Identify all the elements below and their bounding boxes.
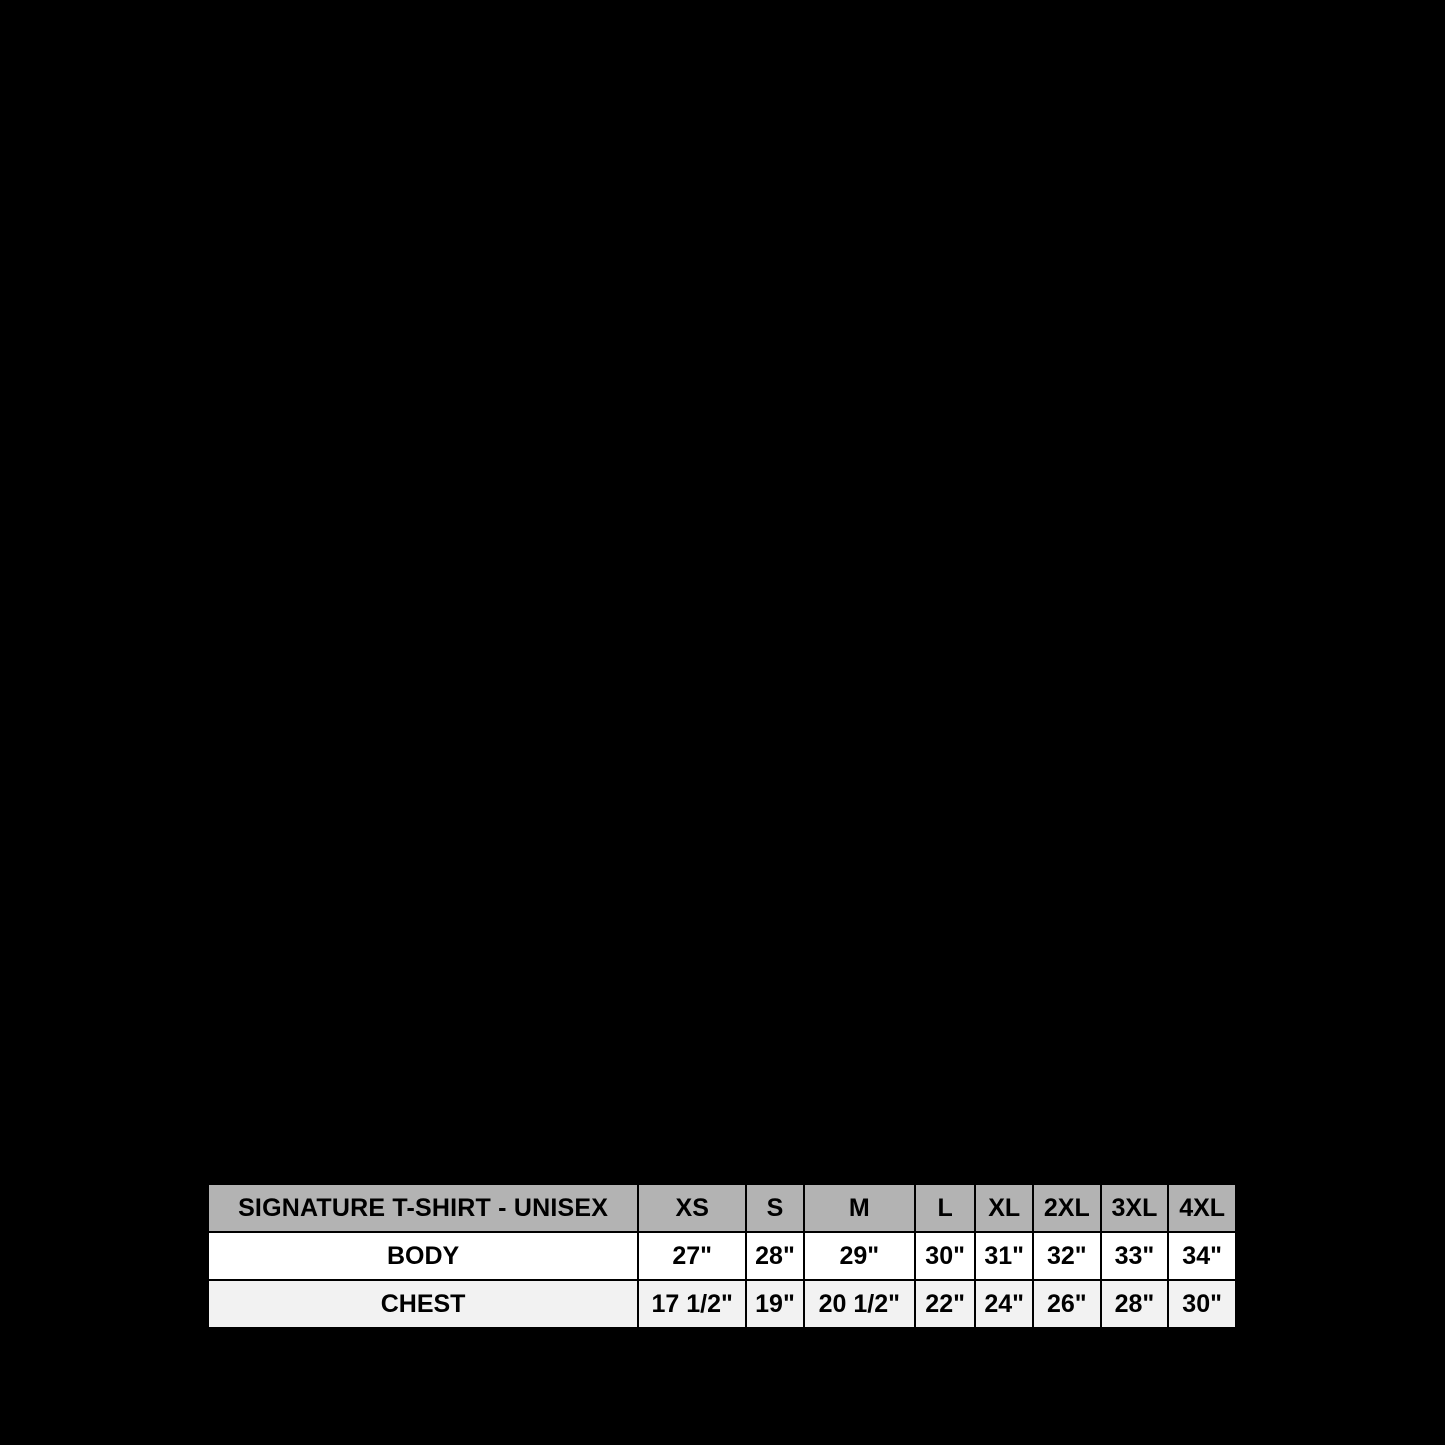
cell-body-xl: 31" (975, 1232, 1033, 1280)
row-label-body: BODY (208, 1232, 638, 1280)
column-header-4xl: 4XL (1168, 1184, 1236, 1232)
size-chart-container (207, 1183, 1237, 1329)
column-header-xl: XL (975, 1184, 1033, 1232)
cell-body-3xl: 33" (1101, 1232, 1169, 1280)
column-header-2xl: 2XL (1033, 1184, 1101, 1232)
cell-chest-l: 22" (915, 1280, 976, 1328)
cell-body-l: 30" (915, 1232, 976, 1280)
cell-body-2xl: 32" (1033, 1232, 1101, 1280)
cell-body-xs: 27" (638, 1232, 746, 1280)
cell-body-m: 29" (804, 1232, 915, 1280)
size-chart-table (207, 1183, 1237, 1329)
cell-chest-m: 20 1/2" (804, 1280, 915, 1328)
cell-body-s: 28" (746, 1232, 804, 1280)
chart-title-cell: SIGNATURE T-SHIRT - UNISEX (208, 1184, 638, 1232)
column-header-s: S (746, 1184, 804, 1232)
column-header-xs: XS (638, 1184, 746, 1232)
column-header-l: L (915, 1184, 976, 1232)
row-label-chest: CHEST (208, 1280, 638, 1328)
column-header-3xl: 3XL (1101, 1184, 1169, 1232)
cell-chest-3xl: 28" (1101, 1280, 1169, 1328)
table-header-row (208, 1184, 1236, 1232)
cell-body-4xl: 34" (1168, 1232, 1236, 1280)
cell-chest-xs: 17 1/2" (638, 1280, 746, 1328)
table-row (208, 1280, 1236, 1328)
cell-chest-2xl: 26" (1033, 1280, 1101, 1328)
cell-chest-4xl: 30" (1168, 1280, 1236, 1328)
cell-chest-s: 19" (746, 1280, 804, 1328)
column-header-m: M (804, 1184, 915, 1232)
cell-chest-xl: 24" (975, 1280, 1033, 1328)
table-row (208, 1232, 1236, 1280)
